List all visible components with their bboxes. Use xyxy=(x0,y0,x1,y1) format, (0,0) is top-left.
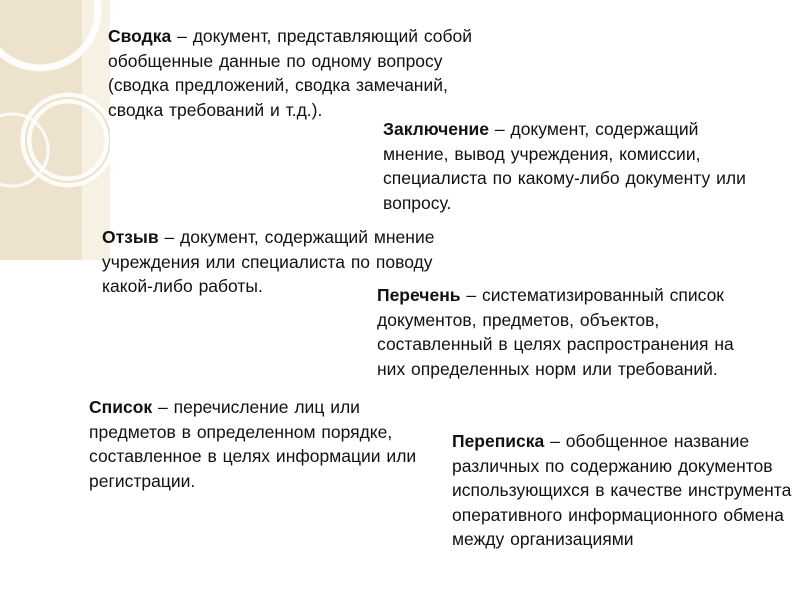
definition-perepiska xyxy=(452,429,792,552)
term-svodka: Сводка xyxy=(108,26,172,46)
definition-text-spisok: – перечисление лиц или предметов в определенном порядке, составленное в целях информации или регистрации. xyxy=(89,397,417,491)
term-spisok: Список xyxy=(89,397,153,417)
definition-text-svodka: – документ, представляющий собой обобщенные данные по одному вопросу (сводка предложений, сводка замечаний, сводка требований и т.д.). xyxy=(108,26,473,120)
definition-svodka xyxy=(108,24,478,122)
definition-zaklyuchenie xyxy=(383,117,763,215)
term-perechen: Перечень xyxy=(377,285,461,305)
term-perepiska: Переписка xyxy=(452,431,545,451)
definition-spisok xyxy=(89,395,439,493)
term-zaklyuchenie: Заключение xyxy=(383,119,490,139)
definition-text-perechen: – систематизированный список документов, предметов, объектов, составленный в целях распространения на них определенных норм или требований. xyxy=(377,285,734,379)
definition-text-zaklyuchenie: – документ, содержащий мнение, вывод учреждения, комиссии, специалиста по какому-либо документу или вопросу. xyxy=(383,119,746,213)
term-otzyv: Отзыв xyxy=(102,227,159,247)
definition-text-perepiska: – обобщенное название различных по содержанию документов использующихся в качестве инструмента оперативного информационного обмена между организациями xyxy=(452,431,792,549)
definition-text-otzyv: – документ, содержащий мнение учреждения или специалиста по поводу какой-либо работы. xyxy=(102,227,435,296)
definition-perechen xyxy=(377,283,757,381)
decorative-rings xyxy=(0,0,110,260)
